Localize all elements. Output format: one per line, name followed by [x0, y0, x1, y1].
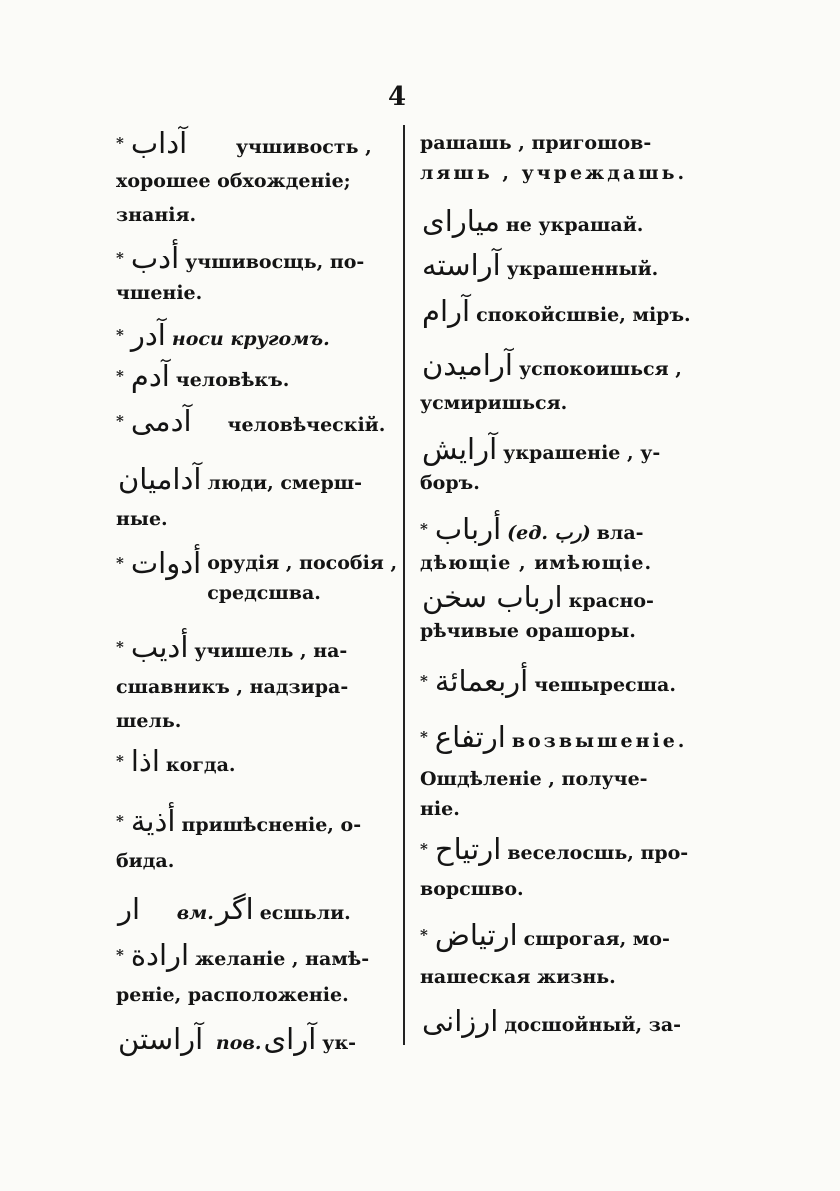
arabic-headword: آرایش — [422, 432, 498, 466]
entry-marker: * — [116, 249, 124, 267]
entry-text: сшавникъ , надзира- — [116, 676, 349, 698]
arabic-headword: آراستن — [118, 1022, 204, 1056]
entry-line — [116, 464, 362, 494]
entry-text: учшивосщь, по- — [185, 251, 365, 273]
entry-line — [420, 206, 643, 236]
entry-marker: * — [116, 752, 124, 770]
entry-marker: * — [420, 728, 428, 746]
arabic-headword: ارباب سخن — [422, 580, 563, 614]
entry-marker: * — [420, 926, 428, 944]
entry-text: есшьли. — [259, 902, 351, 924]
entry-text: возвышеніе. — [511, 730, 688, 752]
entry-marker: * — [116, 554, 124, 572]
entry-line — [420, 722, 687, 752]
entry-line — [420, 388, 567, 418]
entry-text: ные. — [116, 508, 168, 530]
entry-text: ворсшво. — [420, 878, 524, 900]
entry-marker: * — [116, 946, 124, 964]
entry-marker: * — [116, 326, 124, 344]
arabic-headword: ارتياح — [434, 832, 502, 866]
entry-text: люди, смерш- — [207, 472, 363, 494]
entry-text: учшивость , — [235, 136, 372, 158]
arabic-headword: ارتفاع — [434, 720, 506, 754]
entry-line — [116, 746, 236, 776]
entry-text: спокойсшвіе, міръ. — [476, 304, 691, 326]
entry-line — [420, 296, 691, 326]
arabic-headword: أربعمائة — [434, 664, 529, 698]
entry-text: веселосшь, про- — [507, 842, 689, 864]
arabic-headword: آراسته — [422, 248, 501, 282]
entry-text: усмиришься. — [420, 392, 568, 414]
arabic-headword: آرام — [422, 294, 471, 328]
entry-marker: * — [116, 638, 124, 656]
arabic-headword: أدوات — [130, 546, 202, 580]
entry-text: нашеская жизнь. — [420, 966, 616, 988]
entry-text: человѣкъ. — [175, 369, 290, 391]
entry-text: чшеніе. — [116, 282, 203, 304]
entry-line — [116, 980, 349, 1010]
entry-text: досшойный, за- — [504, 1014, 682, 1036]
entry-text: чешыресша. — [534, 674, 676, 696]
entry-text: когда. — [165, 754, 236, 776]
entry-line — [420, 962, 616, 992]
entry-text: орудія , пособія , средсшва. — [207, 552, 398, 604]
abbreviation: вм. — [176, 902, 214, 924]
entry-line — [116, 940, 369, 970]
arabic-headword: أذية — [130, 804, 176, 838]
entry-line — [420, 920, 670, 950]
entry-line — [420, 468, 480, 498]
entry-line — [420, 1006, 681, 1036]
arabic-headword: آرامیدن — [422, 348, 513, 382]
entry-line — [420, 874, 524, 904]
entry-line — [116, 278, 202, 308]
entry-line — [116, 546, 398, 604]
singular-note: (ед. رب) — [507, 522, 591, 544]
entry-marker: * — [116, 812, 124, 830]
entry-text: вла- — [596, 522, 644, 544]
entry-text: желаніе , намѣ- — [195, 948, 370, 970]
entry-line — [116, 361, 289, 391]
arabic-headword: أديب — [130, 630, 189, 664]
entry-text: красно- — [568, 590, 654, 612]
entry-text: знанія. — [116, 204, 197, 226]
abbreviation: пов. — [215, 1032, 262, 1054]
column-divider — [403, 125, 405, 1045]
entry-text: бида. — [116, 850, 175, 872]
entry-marker: * — [420, 520, 428, 538]
entry-text: ук- — [322, 1032, 357, 1054]
entry-text: ніе. — [420, 798, 460, 820]
arabic-headword: أدب — [130, 241, 180, 275]
arabic-headword: اذا — [130, 744, 160, 778]
entry-text: рѣчивые орашоры. — [420, 620, 636, 642]
entry-text: пришѣсненіе, о- — [181, 814, 362, 836]
entry-text: носи кругомъ. — [171, 328, 330, 350]
entry-line — [116, 406, 385, 436]
entry-line — [420, 128, 651, 158]
arabic-headword: میارای — [422, 204, 500, 238]
entry-line — [116, 128, 372, 158]
arabic-headword: آداب — [130, 126, 188, 160]
entry-marker: * — [420, 672, 428, 690]
arabic-headword: آدامیان — [118, 462, 202, 496]
entry-line — [116, 1024, 356, 1054]
entry-text: дѣющіе , имѣющіе. — [420, 552, 653, 574]
entry-text: рашашь , пригошов- — [420, 132, 652, 154]
arabic-headword: أرباب — [434, 512, 502, 546]
arabic-headword: ارادة — [130, 938, 190, 972]
arabic-headword: ار — [118, 892, 141, 926]
entry-line — [420, 514, 644, 544]
arabic-headword: ارتياض — [434, 918, 518, 952]
arabic-headword: آدمی — [130, 404, 192, 438]
entry-text: хорошее обхожденіе; — [116, 170, 351, 192]
entry-line — [116, 200, 196, 230]
arabic-headword: ارزانی — [422, 1004, 499, 1038]
entry-line — [420, 616, 636, 646]
entry-line — [420, 350, 682, 380]
entry-line — [116, 166, 351, 196]
entry-text: украшеніе , у- — [503, 442, 661, 464]
entry-marker: * — [420, 840, 428, 858]
entry-line — [116, 846, 174, 876]
arabic-headword: آدر — [130, 318, 166, 352]
entry-line — [420, 794, 460, 824]
entry-text: украшенный. — [506, 258, 659, 280]
entry-line — [116, 504, 168, 534]
arabic-headword: آدم — [130, 359, 170, 393]
entry-text: учишель , на- — [194, 640, 348, 662]
entry-line — [420, 834, 688, 864]
entry-line — [116, 806, 361, 836]
entry-line — [420, 764, 648, 794]
entry-line — [116, 243, 364, 273]
entry-line — [420, 548, 652, 578]
entry-text: боръ. — [420, 472, 480, 494]
entry-line — [420, 666, 676, 696]
entry-line — [116, 894, 351, 924]
entry-text: Oшдѣленіе , получе- — [420, 768, 648, 790]
entry-line — [420, 250, 658, 280]
entry-line — [420, 158, 687, 188]
entry-marker: * — [116, 134, 124, 152]
entry-text: реніе, расположеніе. — [116, 984, 349, 1006]
arabic-word: اگر — [215, 892, 254, 926]
entry-line — [420, 582, 654, 612]
entry-text: успокоишься , — [518, 358, 682, 380]
entry-text: человѣческій. — [227, 414, 386, 436]
entry-line — [420, 434, 660, 464]
entry-text: сшрогая, мо- — [523, 928, 670, 950]
entry-marker: * — [116, 367, 124, 385]
entry-line — [116, 320, 330, 350]
arabic-word: آرای — [263, 1022, 317, 1056]
entry-text: шель. — [116, 710, 182, 732]
entry-text: ляшь , учреждашь. — [420, 162, 688, 184]
page-number: 4 — [388, 82, 407, 112]
entry-line — [116, 706, 181, 736]
entry-text: не украшай. — [505, 214, 644, 236]
entry-line — [116, 632, 347, 662]
entry-marker: * — [116, 412, 124, 430]
entry-line — [116, 672, 348, 702]
